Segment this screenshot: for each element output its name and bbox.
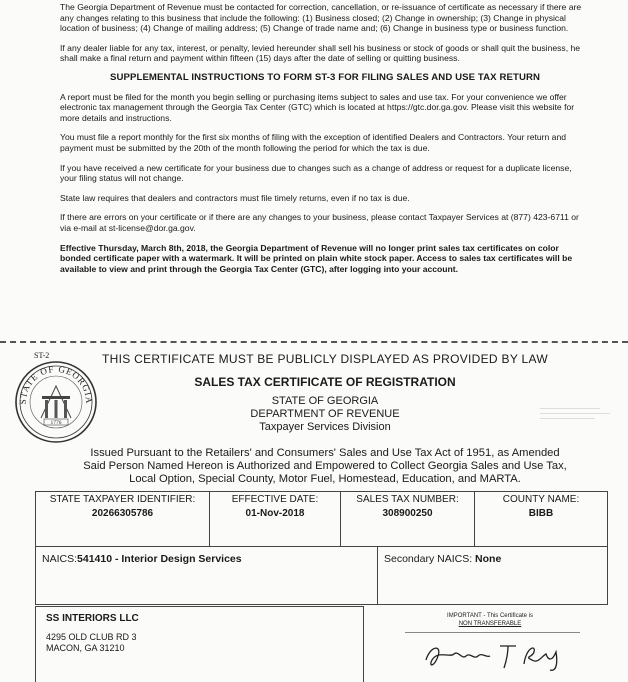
non-transferable-notice [410, 612, 570, 628]
paragraph-contact-dor: The Georgia Department of Revenue must be contacted for correction, cancellation, or re-issuance of certificate as necessary if there are any changes relating to this business that include the following: (1) Business closed; (2) Change in ownership; (3) Change in physical location of business; (4) Change of mailing address; (5) Change of trade name and; (6) Change in business type or business function. [60, 2, 582, 34]
supplemental-heading: SUPPLEMENTAL INSTRUCTIONS TO FORM ST-3 FOR FILING SALES AND USE TAX RETURN [109, 71, 541, 83]
department-name: DEPARTMENT OF REVENUE [250, 408, 400, 420]
secondary-naics-value: None [475, 553, 502, 565]
county-name-value: BIBB [528, 508, 554, 519]
effective-date-value: 01-Nov-2018 [245, 508, 305, 519]
seal-text: STATE OF GEORGIA [17, 363, 95, 405]
state-name: STATE OF GEORGIA [271, 395, 379, 407]
address-line-2: MACON, GA 31210 [46, 643, 125, 653]
paragraph-report-filing: A report must be filed for the month you begin selling or purchasing items subject to sales and use tax. For your convenience we offer electronic tax management through the Georgia Tax Center (GTC) which is located at https://gtc.dor.ga.gov. Please visit this website for more details and instructions. [60, 91, 575, 123]
division-name: Taxpayer Services Division [259, 421, 391, 433]
seal-year: 1776 [50, 420, 62, 426]
issued-line-1: Issued Pursuant to the Retailers' and Consumers' Sales and Use Tax Act of 1951, as Amended [90, 447, 560, 459]
paragraph-monthly-report: You must file a report monthly for the first six months of filing with the exception of identified Dealers and Contractors. Your return and payment must be submitted by the 20th of the month following the period for which the tax is due. [60, 132, 567, 153]
issued-line-2: Said Person Named Hereon is Authorized and Empowered to Collect Georgia Sales and Use Tax, [83, 460, 567, 473]
taxpayer-id-label: STATE TAXPAYER IDENTIFIER: [49, 494, 196, 505]
county-name-label: COUNTY NAME: [502, 494, 580, 505]
business-address-box [35, 606, 364, 682]
signature-line [405, 632, 580, 633]
issued-statement [40, 447, 610, 487]
naics-value: 541410 - Interior Design Services [77, 553, 242, 565]
paragraph-errors-contact: If there are errors on your certificate or if there are any changes to your business, please contact Taxpayer Services at (877) 423-6711 or via e-mail at st-license@dor.ga.gov. [60, 212, 579, 233]
taxpayer-id-cell [36, 492, 210, 547]
paragraph-effective-notice: Effective Thursday, March 8th, 2018, the Georgia Department of Revenue will no longer print sales tax certificates on color bonded certificate paper with a watermark. It will be printed on plain white stock paper. Access to sales tax certificates will be available to view and print through the Georgia Tax Center (GTC), after logging into your account. [60, 242, 573, 274]
certificate-title: SALES TAX CERTIFICATE OF REGISTRATION [194, 375, 456, 389]
paragraph-new-certificate: If you have received a new certificate for your business due to changes such as a change of address or request for a duplicate license, your filing status will not change. [60, 162, 572, 184]
perforation-divider [0, 341, 628, 343]
important-line: IMPORTANT - This Certificate is [447, 613, 533, 619]
issued-line-3: Local Option, Special County, Motor Fuel, Homestead, Education, and MARTA. [129, 473, 521, 486]
address-line-1: 4295 OLD CLUB RD 3 [46, 632, 137, 642]
signature-icon [420, 638, 570, 674]
paragraph-final-return: If any dealer liable for any tax, interest, or penalty, levied hereunder shall sell his business or stock of goods or shall quit the business, he shall make a final return and payment within fifteen (15) days after the date of selling or quitting business. [60, 42, 581, 64]
registration-grid [35, 491, 608, 605]
secondary-naics-cell [378, 547, 607, 604]
secondary-naics-label: Secondary NAICS: [384, 553, 473, 565]
effective-date-label: EFFECTIVE DATE: [231, 494, 319, 505]
naics-cell [36, 547, 378, 604]
public-display-notice: THIS CERTIFICATE MUST BE PUBLICLY DISPLAYED AS PROVIDED BY LAW [101, 352, 549, 366]
effective-date-cell [210, 492, 341, 547]
instructions-section [60, 2, 590, 283]
business-name: SS INTERIORS LLC [46, 613, 139, 624]
sales-tax-number-value: 308900250 [382, 508, 433, 519]
bleed-through-text [540, 408, 620, 419]
paragraph-timely-returns: State law requires that dealers and contractors must file timely returns, even if no tax is due. [60, 192, 410, 203]
taxpayer-id-value: 20266305786 [91, 508, 154, 519]
non-transferable-line: NON TRANSFERABLE [458, 621, 522, 627]
sales-tax-number-label: SALES TAX NUMBER: [356, 494, 459, 505]
form-code: ST-2 [34, 351, 50, 360]
county-name-cell [475, 492, 607, 547]
sales-tax-number-cell [341, 492, 475, 547]
naics-label: NAICS: [42, 553, 78, 565]
